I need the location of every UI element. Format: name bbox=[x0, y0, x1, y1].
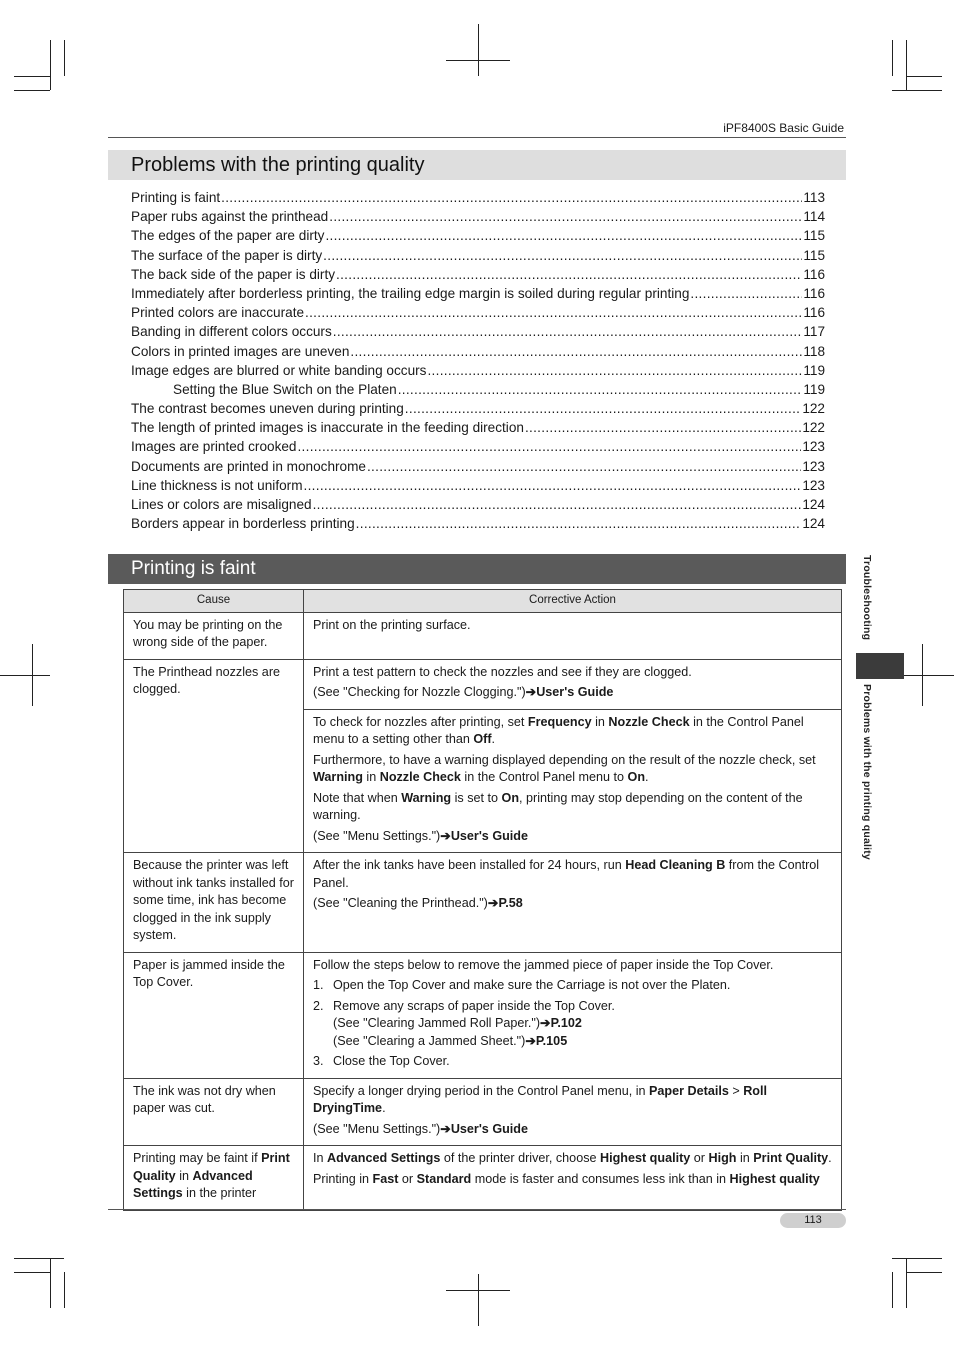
toc-entry-page: 122 bbox=[802, 420, 825, 436]
reference-link[interactable]: P.102 bbox=[550, 1016, 582, 1030]
column-header-cause: Cause bbox=[124, 590, 304, 613]
toc-entry-title: Printed colors are inaccurate bbox=[131, 305, 305, 321]
action-text: Follow the steps below to remove the jammed piece of paper inside the Top Cover. bbox=[313, 957, 774, 972]
registration-mark bbox=[0, 675, 50, 676]
toc-entry[interactable] bbox=[131, 380, 825, 399]
action-cell bbox=[304, 612, 842, 659]
reference-link[interactable]: User's Guide bbox=[536, 685, 614, 699]
toc-entry-page: 124 bbox=[802, 497, 825, 512]
toc-leader-dots bbox=[398, 380, 803, 399]
guide-title: iPF8400S Basic Guide bbox=[723, 121, 844, 135]
side-section-label: Problems with the printing quality bbox=[861, 684, 873, 860]
table-row bbox=[124, 1146, 842, 1211]
reference: (See "Checking for Nozzle Clogging.")➔User's Guide bbox=[313, 685, 614, 699]
table-row bbox=[124, 952, 842, 1078]
action-cell bbox=[304, 853, 842, 953]
cause-cell bbox=[124, 659, 304, 853]
toc-entry-page: 119 bbox=[803, 381, 825, 397]
crop-mark bbox=[64, 1272, 65, 1308]
toc-entry[interactable] bbox=[131, 207, 825, 226]
registration-mark bbox=[922, 644, 923, 706]
cause-cell bbox=[124, 853, 304, 953]
toc-entry-page: 124 bbox=[802, 516, 825, 532]
toc-leader-dots bbox=[304, 476, 802, 495]
arrow-right-icon: ➔ bbox=[540, 1016, 551, 1030]
toc-entry-title: The edges of the paper are dirty bbox=[131, 228, 325, 244]
toc-entry-page: 123 bbox=[802, 439, 825, 455]
cause-text: The Printhead nozzles are clogged. bbox=[133, 664, 281, 696]
action-cell bbox=[304, 1078, 842, 1146]
toc-entry-title: Colors in printed images are uneven bbox=[131, 343, 350, 359]
table-row bbox=[124, 1078, 842, 1146]
cause-text: Printing may be faint if Print Quality in Advanced Settings in the printer bbox=[133, 1151, 290, 1200]
registration-mark bbox=[478, 24, 479, 76]
toc-leader-dots bbox=[336, 265, 802, 284]
toc-entry-title: Image edges are blurred or white banding occurs bbox=[131, 362, 427, 378]
header-rule bbox=[108, 137, 846, 138]
toc-entry[interactable] bbox=[131, 495, 825, 514]
side-tab-marker bbox=[856, 653, 904, 679]
reference-link[interactable]: P.58 bbox=[498, 896, 523, 910]
reference: (See "Menu Settings.")➔User's Guide bbox=[313, 828, 528, 843]
toc-entry[interactable] bbox=[131, 418, 825, 437]
step-item: 3. Close the Top Cover. bbox=[313, 1054, 450, 1068]
toc-entry-page: 115 bbox=[803, 228, 825, 244]
toc-leader-dots bbox=[333, 322, 803, 341]
action-cell bbox=[304, 659, 842, 709]
crop-mark bbox=[892, 1258, 942, 1259]
toc-entry-page: 116 bbox=[803, 305, 825, 321]
step-item: 2. Remove any scraps of paper inside the Top Cover. (See "Clearing Jammed Roll Paper.")➔P.102 (See "Clearing a Jammed Sheet.")➔P.105 bbox=[313, 998, 615, 1048]
toc-entry-title: Printing is faint bbox=[131, 190, 221, 205]
arrow-right-icon: ➔ bbox=[487, 896, 499, 910]
steps-list bbox=[313, 977, 832, 1071]
toc-entry-page: 123 bbox=[802, 458, 825, 474]
crop-mark bbox=[14, 90, 50, 91]
toc-entry[interactable] bbox=[131, 226, 825, 245]
toc-entry[interactable] bbox=[131, 399, 825, 418]
toc-entry-page: 116 bbox=[803, 266, 825, 282]
side-chapter-label: Troubleshooting bbox=[861, 555, 873, 641]
toc-leader-dots bbox=[323, 246, 802, 265]
cause-cell bbox=[124, 1078, 304, 1146]
registration-mark bbox=[904, 675, 954, 676]
crop-mark bbox=[14, 1258, 64, 1259]
toc-entry-page: 113 bbox=[803, 190, 825, 205]
toc-leader-dots bbox=[313, 495, 802, 514]
toc-entry-title: Line thickness is not uniform bbox=[131, 477, 303, 493]
crop-mark bbox=[906, 1258, 907, 1308]
crop-mark bbox=[892, 40, 893, 76]
action-text: Printing in Fast or Standard mode is faster and consumes less ink than in Highest quality bbox=[313, 1171, 820, 1186]
toc-entry-title: Paper rubs against the printhead bbox=[131, 209, 329, 225]
page-number: 113 bbox=[780, 1213, 846, 1228]
reference: (See "Clearing a Jammed Sheet.")➔P.105 bbox=[333, 1033, 568, 1048]
table-row bbox=[124, 612, 842, 659]
toc-leader-dots bbox=[305, 303, 802, 322]
toc-list bbox=[131, 188, 825, 533]
table-row bbox=[124, 659, 842, 709]
toc-entry[interactable] bbox=[131, 284, 825, 303]
toc-entry-page: 119 bbox=[803, 362, 825, 378]
toc-entry[interactable] bbox=[131, 342, 825, 361]
reference: (See "Cleaning the Printhead.")➔P.58 bbox=[313, 896, 523, 910]
toc-entry-page: 123 bbox=[802, 477, 825, 493]
crop-mark bbox=[64, 40, 65, 76]
table-row bbox=[124, 853, 842, 953]
cause-cell bbox=[124, 612, 304, 659]
toc-entry[interactable] bbox=[131, 322, 825, 341]
toc-entry[interactable] bbox=[131, 188, 825, 207]
toc-entry[interactable] bbox=[131, 303, 825, 322]
reference-link[interactable]: User's Guide bbox=[450, 1121, 528, 1136]
toc-leader-dots bbox=[405, 399, 802, 418]
toc-entry-title: Immediately after borderless printing, the trailing edge margin is soiled during regular printing bbox=[131, 285, 690, 301]
registration-mark bbox=[32, 644, 33, 706]
footer-rule bbox=[108, 1209, 846, 1210]
toc-entry[interactable] bbox=[131, 265, 825, 284]
step-item: 1. Open the Top Cover and make sure the Carriage is not over the Platen. bbox=[313, 978, 731, 992]
reference: (See "Clearing Jammed Roll Paper.")➔P.102 bbox=[333, 1016, 582, 1030]
toc-entry-title: The length of printed images is inaccurate in the feeding direction bbox=[131, 420, 524, 436]
action-text: After the ink tanks have been installed for 24 hours, run Head Cleaning B from the Control Panel. bbox=[313, 858, 820, 890]
cause-cell bbox=[124, 1146, 304, 1211]
crop-mark bbox=[50, 1258, 51, 1308]
toc-entry-page: 117 bbox=[803, 324, 825, 340]
toc-leader-dots bbox=[297, 437, 801, 456]
toc-entry-page: 118 bbox=[803, 343, 825, 359]
cause-text: Paper is jammed inside the Top Cover. bbox=[133, 957, 285, 989]
toc-entry-page: 116 bbox=[803, 285, 825, 301]
toc-entry-title: The contrast becomes uneven during printing bbox=[131, 401, 404, 417]
arrow-right-icon: ➔ bbox=[525, 685, 537, 699]
toc-entry[interactable] bbox=[131, 514, 825, 533]
action-text: To check for nozzles after printing, set Frequency in Nozzle Check in the Control Panel menu to a setting other than Off. bbox=[313, 714, 804, 746]
crop-mark bbox=[14, 1272, 50, 1273]
toc-leader-dots bbox=[367, 457, 801, 476]
toc-title: Problems with the printing quality bbox=[108, 150, 846, 180]
toc-entry-title: Borders appear in borderless printing bbox=[131, 516, 355, 532]
toc-entry[interactable] bbox=[131, 361, 825, 380]
crop-mark bbox=[892, 1272, 893, 1308]
reference-link[interactable]: P.105 bbox=[535, 1033, 568, 1048]
action-cell bbox=[304, 709, 842, 853]
toc-entry[interactable] bbox=[131, 476, 825, 495]
action-cell bbox=[304, 1146, 842, 1211]
toc-entry-page: 122 bbox=[802, 401, 825, 417]
crop-mark bbox=[906, 1272, 942, 1273]
arrow-right-icon: ➔ bbox=[525, 1033, 536, 1048]
cause-cell bbox=[124, 952, 304, 1078]
table-header-row bbox=[124, 590, 842, 613]
section-title: Printing is faint bbox=[108, 554, 846, 584]
action-text: Furthermore, to have a warning displayed depending on the result of the nozzle check, set Warning in Nozzle Check in the Control Panel menu to On. bbox=[313, 752, 816, 784]
toc-entry-title: Setting the Blue Switch on the Platen bbox=[173, 381, 397, 397]
reference: (See "Menu Settings.")➔User's Guide bbox=[313, 1121, 528, 1136]
toc-entry-title: The surface of the paper is dirty bbox=[131, 247, 323, 263]
toc-leader-dots bbox=[690, 284, 802, 303]
cause-text: You may be printing on the wrong side of the paper. bbox=[133, 617, 283, 649]
toc-entry-title: Documents are printed in monochrome bbox=[131, 458, 366, 474]
toc-entry[interactable] bbox=[131, 246, 825, 265]
cause-text: Because the printer was left without ink tanks installed for some time, ink has become clogged in the ink supply system. bbox=[133, 858, 295, 942]
crop-mark bbox=[906, 76, 942, 77]
toc-entry[interactable] bbox=[131, 437, 825, 456]
column-header-action: Corrective Action bbox=[304, 590, 842, 613]
action-cell bbox=[304, 952, 842, 1078]
arrow-right-icon: ➔ bbox=[440, 828, 451, 843]
toc-entry-title: Images are printed crooked bbox=[131, 439, 297, 455]
action-text: Print a test pattern to check the nozzles and see if they are clogged. bbox=[313, 664, 692, 679]
toc-leader-dots bbox=[525, 418, 801, 437]
action-text: Note that when Warning is set to On, printing may stop depending on the content of the warning. bbox=[313, 790, 803, 822]
crop-mark bbox=[892, 90, 942, 91]
action-text: Specify a longer drying period in the Control Panel menu, in Paper Details > Roll DryingTime. bbox=[313, 1083, 767, 1115]
action-text: In Advanced Settings of the printer driver, choose Highest quality or High in Print Quality. bbox=[313, 1151, 832, 1165]
crop-mark bbox=[14, 76, 50, 77]
toc-entry-page: 115 bbox=[803, 247, 825, 263]
toc-entry-title: The back side of the paper is dirty bbox=[131, 266, 336, 282]
registration-mark bbox=[478, 1274, 479, 1326]
toc-entry-page: 114 bbox=[803, 209, 825, 225]
action-text: Print on the printing surface. bbox=[313, 617, 471, 632]
toc-leader-dots bbox=[427, 361, 802, 380]
reference-link[interactable]: User's Guide bbox=[450, 828, 528, 843]
toc-entry-title: Lines or colors are misaligned bbox=[131, 497, 312, 512]
toc-entry[interactable] bbox=[131, 457, 825, 476]
toc-leader-dots bbox=[221, 188, 802, 207]
toc-leader-dots bbox=[350, 342, 802, 361]
cause-text: The ink was not dry when paper was cut. bbox=[133, 1083, 276, 1115]
arrow-right-icon: ➔ bbox=[440, 1121, 451, 1136]
toc-leader-dots bbox=[325, 226, 802, 245]
toc-leader-dots bbox=[329, 207, 802, 226]
cause-action-table bbox=[123, 589, 842, 1211]
crop-mark bbox=[50, 40, 51, 90]
crop-mark bbox=[906, 40, 907, 90]
toc-leader-dots bbox=[356, 514, 802, 533]
toc-entry-title: Banding in different colors occurs bbox=[131, 324, 332, 340]
